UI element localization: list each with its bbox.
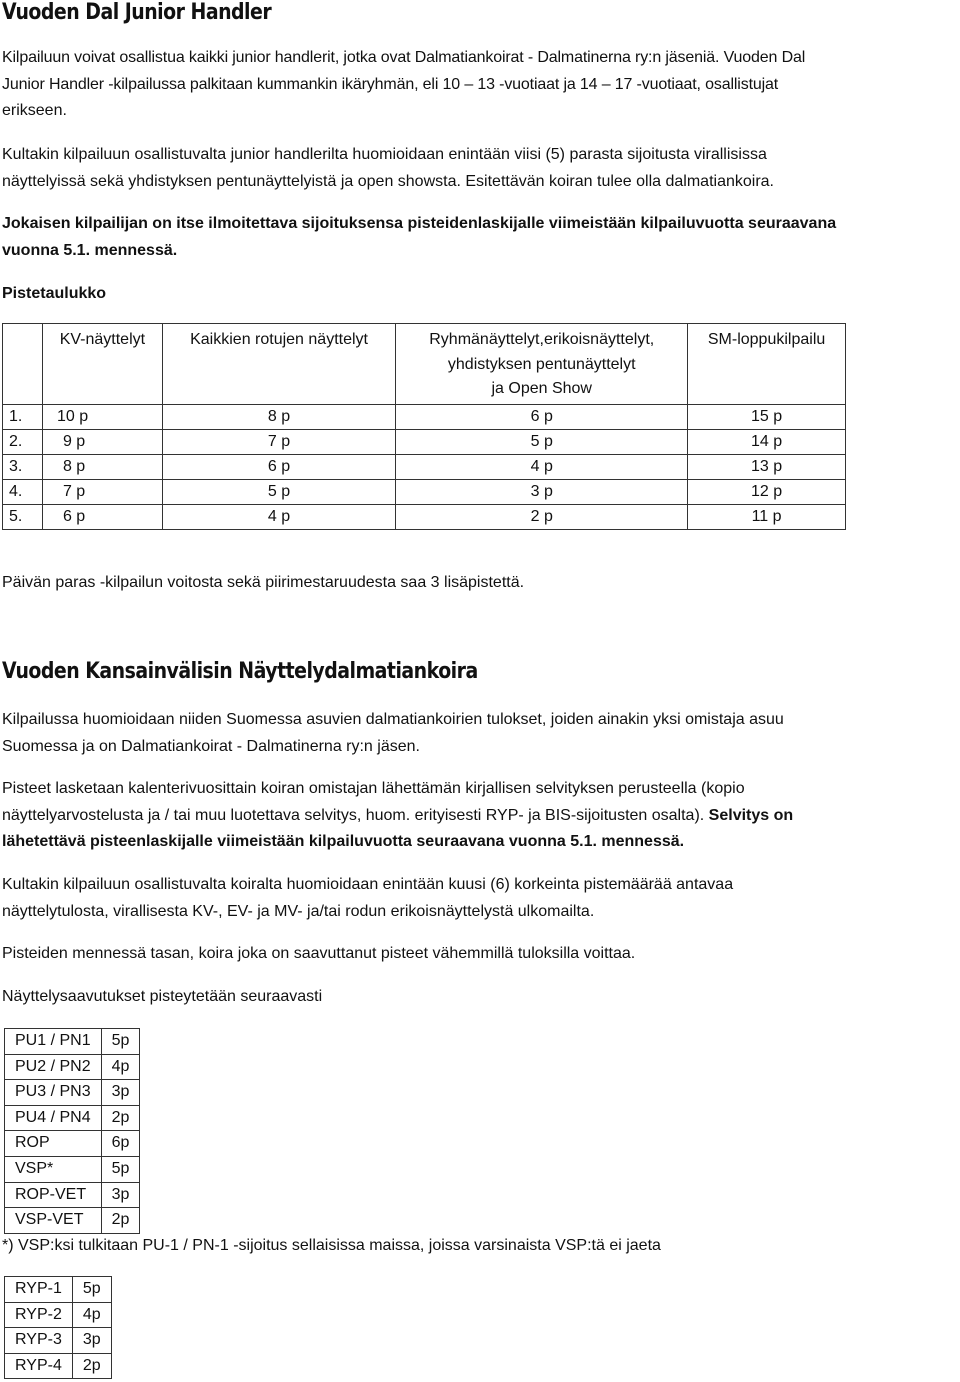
text-line: Kultakin kilpailuun osallistuvalta junior handlerilta huomioidaan enintään viisi (5) parasta sijoitusta virallisissa (2, 146, 767, 163)
table-cell: 6 p (42, 505, 162, 530)
text-line: erikseen. (2, 102, 67, 119)
table-row (5, 1302, 112, 1328)
text-line: näyttelytulosta, virallisesta KV-, EV- ja MV- ja/tai rodun erikoisnäyttelystä ulkomailta. (2, 902, 595, 920)
table-cell: RYP-1 (5, 1277, 73, 1303)
text-line (2, 803, 960, 830)
text-span-bold: Selvitys on (708, 806, 794, 824)
table-cell: 2p (101, 1208, 140, 1234)
table-cell: 10 p (42, 405, 162, 430)
header-line: ja Open Show (491, 380, 592, 397)
text-line: vuonna 5.1. mennessä. (2, 241, 178, 259)
table-cell: 9 p (42, 430, 162, 455)
table-cell: 15 p (688, 405, 846, 430)
table-cell: VSP* (5, 1156, 102, 1182)
table-cell: 5p (72, 1277, 111, 1303)
table-row (3, 405, 846, 430)
text-line: Kilpailuun voivat osallistua kaikki junior handlerit, jotka ovat Dalmatiankoirat - Dalmatinerna ry:n jäseniä. Vuoden Dal (2, 49, 806, 66)
table-cell: 4p (72, 1302, 111, 1328)
table-cell: 3 p (396, 480, 688, 505)
table-cell: 5 p (162, 480, 396, 505)
table-cell: 12 p (688, 480, 846, 505)
points-table-heading: Pistetaulukko (2, 285, 107, 302)
header-line: Ryhmänäyttelyt,erikoisnäyttelyt, (429, 331, 655, 348)
awards-table (4, 1028, 140, 1234)
table-row (5, 1208, 140, 1234)
table-cell: 3p (101, 1080, 140, 1106)
junior-handler-deadline (2, 211, 960, 264)
table-row (5, 1105, 140, 1131)
table-row (5, 1156, 140, 1182)
table-cell: 8 p (42, 455, 162, 480)
header-line: yhdistyksen pentunäyttelyt (447, 355, 636, 373)
international-calculation (2, 776, 960, 856)
header-cell-sm: SM-loppukilpailu (688, 324, 846, 405)
table-cell: 11 p (688, 505, 846, 530)
table-cell: VSP-VET (5, 1208, 102, 1234)
table-cell: RYP-2 (5, 1302, 73, 1328)
table-cell: ROP-VET (5, 1182, 102, 1208)
header-cell-group-shows (396, 324, 688, 405)
table-row (5, 1277, 112, 1303)
table-cell: 13 p (688, 455, 846, 480)
points-table (2, 323, 846, 530)
text-line: lähetettävä pisteenlaskijalle viimeistään kilpailuvuotta seuraavana vuonna 5.1. mennessä. (2, 833, 685, 850)
table-row (3, 430, 846, 455)
table-cell: 6 p (396, 405, 688, 430)
ryp-table (4, 1276, 112, 1379)
international-limit (2, 872, 960, 925)
table-cell: RYP-3 (5, 1328, 73, 1354)
table-row (3, 455, 846, 480)
table-cell: 6p (101, 1131, 140, 1157)
points-table-header-row (3, 324, 846, 405)
table-row (5, 1131, 140, 1157)
table-cell: 6 p (162, 455, 396, 480)
table-cell: 4 p (396, 455, 688, 480)
junior-handler-intro (2, 45, 960, 125)
table-cell: PU3 / PN3 (5, 1080, 102, 1106)
table-cell: 3. (3, 455, 43, 480)
table-row (5, 1029, 140, 1055)
table-cell: 2. (3, 430, 43, 455)
table-cell: PU2 / PN2 (5, 1054, 102, 1080)
table-cell: 5 p (396, 430, 688, 455)
section-title-international-dog: Vuoden Kansainvälisin Näyttelydalmatiankoira (2, 659, 478, 684)
table-cell: 4 p (162, 505, 396, 530)
table-row (3, 480, 846, 505)
table-row (5, 1054, 140, 1080)
table-cell: 7 p (162, 430, 396, 455)
table-cell: PU1 / PN1 (5, 1029, 102, 1055)
table-row (5, 1353, 112, 1379)
international-intro (2, 707, 960, 760)
table-cell: 14 p (688, 430, 846, 455)
table-cell: 8 p (162, 405, 396, 430)
scoring-intro: Näyttelysaavutukset pisteytetään seuraavasti (2, 988, 323, 1005)
text-line: näyttelyissä sekä yhdistyksen pentunäyttelyistä ja open showsta. Esitettävän koiran tulee olla dalmatiankoira. (2, 172, 774, 190)
text-line: Kilpailussa huomioidaan niiden Suomessa asuvien dalmatiankoirien tulokset, joiden ainakin yksi omistaja asuu (2, 711, 784, 728)
table-cell: 3p (101, 1182, 140, 1208)
section-title-junior-handler: Vuoden Dal Junior Handler (2, 0, 272, 25)
table-cell: 5. (3, 505, 43, 530)
table-cell: 2p (101, 1105, 140, 1131)
table-cell: 5p (101, 1156, 140, 1182)
header-cell-all-breeds: Kaikkien rotujen näyttelyt (162, 324, 396, 405)
table-cell: 4p (101, 1054, 140, 1080)
bonus-note: Päivän paras -kilpailun voitosta sekä piirimestaruudesta saa 3 lisäpistettä. (2, 574, 525, 591)
table-row (5, 1182, 140, 1208)
text-line: Kultakin kilpailuun osallistuvalta koiralta huomioidaan enintään kuusi (6) korkeinta pistemäärää antavaa (2, 876, 734, 893)
header-cell-kv: KV-näyttelyt (42, 324, 162, 405)
text-line: Jokaisen kilpailijan on itse ilmoitettava sijoituksensa pisteidenlaskijalle viimeistään kilpailuvuotta seuraavana (2, 215, 837, 232)
table-row (5, 1328, 112, 1354)
text-span: näyttelyarvostelusta ja / tai muu luotettava selvitys, huom. erityisesti RYP- ja BIS-sijoitusten osalta). (2, 806, 709, 824)
table-row (3, 505, 846, 530)
text-line: Pisteet lasketaan kalenterivuosittain koiran omistajan lähettämän kirjallisen selvityksen perusteella (kopio (2, 780, 745, 797)
tie-rule: Pisteiden mennessä tasan, koira joka on saavuttanut pisteet vähemmillä tuloksilla voittaa. (2, 945, 636, 962)
table-cell: PU4 / PN4 (5, 1105, 102, 1131)
text-line: Suomessa ja on Dalmatiankoirat - Dalmatinerna ry:n jäsen. (2, 737, 420, 755)
table-cell: ROP (5, 1131, 102, 1157)
table-row (5, 1080, 140, 1106)
table-cell: RYP-4 (5, 1353, 73, 1379)
vsp-footnote: *) VSP:ksi tulkitaan PU-1 / PN-1 -sijoitus sellaisissa maissa, joissa varsinaista VSP:tä ei jaeta (2, 1237, 661, 1254)
table-cell: 5p (101, 1029, 140, 1055)
junior-handler-rules (2, 142, 960, 195)
table-cell: 2 p (396, 505, 688, 530)
header-cell-rank (3, 324, 43, 405)
table-cell: 7 p (42, 480, 162, 505)
table-cell: 3p (72, 1328, 111, 1354)
table-cell: 4. (3, 480, 43, 505)
text-line: Junior Handler -kilpailussa palkitaan kummankin ikäryhmän, eli 10 – 13 -vuotiaat ja 14 – 17 -vuotiaat, osallistujat (2, 75, 779, 93)
table-cell: 1. (3, 405, 43, 430)
table-cell: 2p (72, 1353, 111, 1379)
